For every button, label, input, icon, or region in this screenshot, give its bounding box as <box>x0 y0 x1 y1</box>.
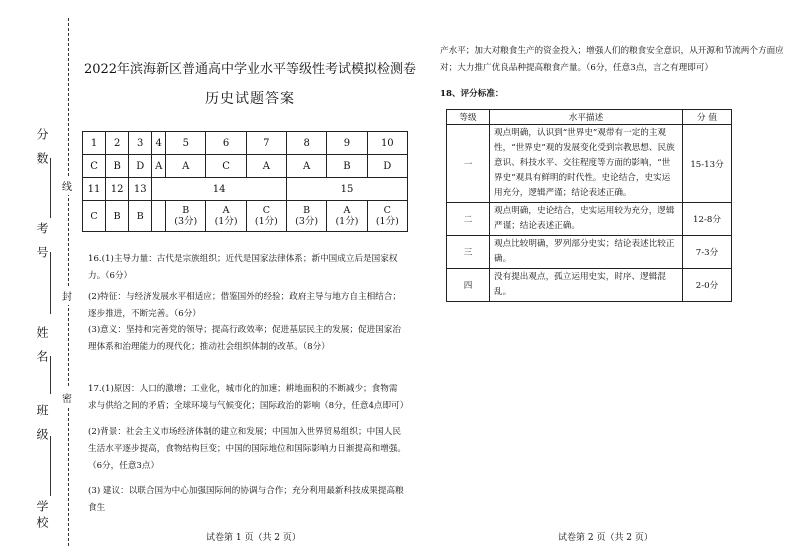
header-description: 水平描述 <box>490 110 683 125</box>
cell: B <box>129 201 152 232</box>
cell: 12 <box>106 178 129 201</box>
rubric-row <box>447 203 732 236</box>
seal-seal-mark: 封 <box>62 286 72 305</box>
class-blank-line <box>50 436 51 496</box>
q18-heading: 18、评分标准： <box>440 89 504 99</box>
exam-title: 2022年滨海新区普通高中学业水平等级性考试模拟检测卷 <box>83 62 417 77</box>
q17-continuation: 产水平；加大对粮食生产的资金投入；增强人们的粮食安全意识，从开源和节流两个方面应对；大力推广优良品种提高粮食产量。（6分，任意3点，言之有理即可） <box>440 46 784 73</box>
cell: 4 <box>152 132 166 155</box>
page1-footer: 试卷第 1 页（共 2 页） <box>206 533 301 543</box>
rubric-row <box>447 269 732 302</box>
cell: C (1分) <box>367 201 407 232</box>
score-cell: 2-0分 <box>683 269 732 302</box>
q16-part1: 16.(1)主导力量：古代是宗族组织；近代是国家法律体系；新中国成立后是国家权力。（6分） <box>88 254 398 281</box>
cell: 8 <box>287 132 327 155</box>
class-label: 班 级 <box>35 404 49 444</box>
q17-part1: 17.(1)原因：人口的激增；工业化，城市化的加速；耕地面积的不断减少；食物需求与供给之间的矛盾；全球环境与气候变化；国际政治的影响（8分，任意4点即可） <box>88 384 409 411</box>
cell: A (1分) <box>206 201 246 232</box>
cell: D <box>367 155 407 178</box>
answer-table <box>82 131 408 232</box>
cell: 14 <box>152 178 287 201</box>
level-cell: 三 <box>447 236 490 269</box>
score-label: 分 数 <box>35 128 49 168</box>
q16-part2: (2)特征：与经济发展水平相适应；借鉴国外的经验；政府主导与地方自主相结合；逐步推进，不断完善。（6分） <box>88 292 401 319</box>
cell: A <box>152 155 166 178</box>
description-cell: 没有提出观点，孤立运用史实，时序、逻辑混乱。 <box>490 269 683 302</box>
cell: B (3分) <box>166 201 206 232</box>
rubric-row <box>447 125 732 203</box>
cell: A <box>287 155 327 178</box>
cell: 3 <box>129 132 152 155</box>
seal-secret-mark: 密 <box>62 388 72 407</box>
score-blank-line <box>50 158 51 218</box>
cell: B <box>106 155 129 178</box>
answer-row-numbers-2 <box>83 178 408 201</box>
seal-line-mark: 线 <box>62 176 72 195</box>
rubric-table <box>446 109 732 302</box>
cell: A (1分) <box>327 201 367 232</box>
cell <box>152 201 166 232</box>
cell: 7 <box>246 132 286 155</box>
q16-part3: (3)意义：坚持和完善党的领导；提高行政效率；促进基层民主的发展；促进国家治理体系和治理能力的现代化；推动社会组织体制的改革。（8分） <box>88 325 401 352</box>
score-cell: 15-13分 <box>683 125 732 203</box>
answer-row-numbers-1 <box>83 132 408 155</box>
cell: 9 <box>327 132 367 155</box>
exam-number-blank-line <box>50 252 51 314</box>
header-level: 等级 <box>447 110 490 125</box>
level-cell: 一 <box>447 125 490 203</box>
name-label: 姓 名 <box>35 326 49 366</box>
cell: 1 <box>83 132 106 155</box>
answer-subtitle: 历史试题答案 <box>205 91 295 107</box>
description-cell: 观点比较明确，罗列部分史实；结论表述比较正确。 <box>490 236 683 269</box>
level-cell: 二 <box>447 203 490 236</box>
cell: A <box>246 155 286 178</box>
cell: B (3分) <box>287 201 327 232</box>
cell: C <box>83 201 106 232</box>
cell: A <box>166 155 206 178</box>
level-cell: 四 <box>447 269 490 302</box>
cell: 6 <box>206 132 246 155</box>
header-score: 分 值 <box>683 110 732 125</box>
score-cell: 12-8分 <box>683 203 732 236</box>
exam-number-label: 考 号 <box>35 222 49 262</box>
cell: 15 <box>287 178 408 201</box>
cell: C (1分) <box>246 201 286 232</box>
school-label: 学校 <box>35 500 49 532</box>
q17-part2: (2)背景：社会主义市场经济体制的建立和发展；中国加入世界贸易组织；中国人民生活水平逐步提高，食物结构巨变；中国的国际地位和国际影响力日渐提高和增强。（6分，任意3点） <box>88 427 406 471</box>
page2-footer: 试卷第 2 页（共 2 页） <box>558 533 653 543</box>
score-cell: 7-3分 <box>683 236 732 269</box>
description-cell: 观点明确，认识到“世界史”观带有一定的主观性，“世界史”观的发展变化受到宗教思想、民族意识、科技水平、交往程度等方面的影响，“世界史”观具有鲜明的时代性。史论结合，史实运用充分，逻辑严谨；结论表述正确。 <box>490 125 683 203</box>
cell: 13 <box>129 178 152 201</box>
rubric-row <box>447 236 732 269</box>
cell: B <box>106 201 129 232</box>
answer-row-letters-1 <box>83 155 408 178</box>
cell: 2 <box>106 132 129 155</box>
rubric-header-row <box>447 110 732 125</box>
cell: 10 <box>367 132 407 155</box>
q17-part3: (3) 建议：以联合国为中心加强国际间的协调与合作；充分利用最新科技成果提高粮食生 <box>88 486 404 513</box>
cell: B <box>327 155 367 178</box>
cell: C <box>83 155 106 178</box>
binding-dashed-line <box>68 18 69 546</box>
cell: 5 <box>166 132 206 155</box>
cell: C <box>206 155 246 178</box>
cell: 11 <box>83 178 106 201</box>
description-cell: 观点明确，史论结合，史实运用较为充分，逻辑严谨；结论表述正确。 <box>490 203 683 236</box>
name-blank-line <box>50 356 51 394</box>
cell: D <box>129 155 152 178</box>
answer-row-letters-2 <box>83 201 408 232</box>
